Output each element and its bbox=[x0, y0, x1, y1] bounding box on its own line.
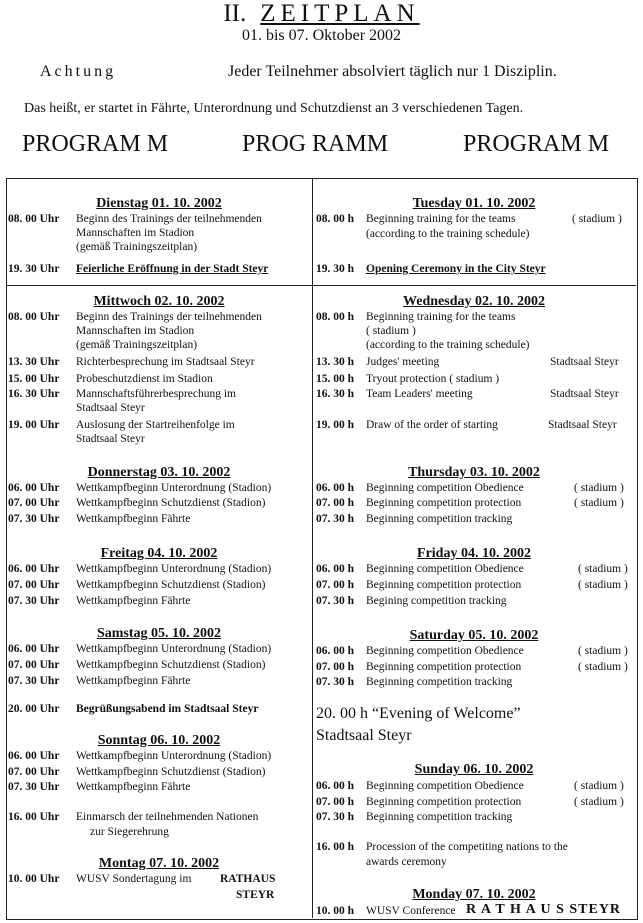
time: 06. 00 h bbox=[316, 645, 355, 657]
achtung-text: Jeder Teilnehmer absolviert täglich nur 1 Disziplin. bbox=[228, 63, 557, 80]
event-text: Tryout protection ( stadium ) bbox=[366, 373, 500, 385]
event-location: Stadtsaal Steyr bbox=[550, 388, 619, 400]
event-location: Stadtsaal Steyr bbox=[316, 727, 412, 744]
section-number: II. bbox=[223, 0, 247, 27]
event-text: Beginning competition protection bbox=[366, 579, 522, 591]
day-heading-de: Montag 07. 10. 2002 bbox=[98, 856, 220, 871]
time: 07. 30 h bbox=[316, 811, 355, 823]
day-heading-de: Freitag 04. 10. 2002 bbox=[100, 546, 218, 561]
time: 07. 30 h bbox=[316, 595, 355, 607]
day-heading-de: Mittwoch 02. 10. 2002 bbox=[93, 294, 225, 309]
event-location: ( stadium ) bbox=[578, 563, 628, 575]
event-text: Wettkampfbeginn Schutzdienst (Stadion) bbox=[76, 659, 266, 671]
day-heading-de: Sonntag 06. 10. 2002 bbox=[97, 733, 221, 748]
event-location: ( stadium ) bbox=[574, 482, 624, 494]
event-text: STEYR bbox=[236, 889, 275, 901]
event-text: Beginning competition Obedience bbox=[366, 780, 524, 792]
event-text: Probeschutzdienst im Stadion bbox=[76, 373, 213, 385]
time: 07. 30 Uhr bbox=[8, 595, 60, 607]
event-text: Wettkampfbeginn Schutzdienst (Stadion) bbox=[76, 579, 266, 591]
event-text: Opening Ceremony in the City Steyr bbox=[366, 263, 546, 275]
event-text: Beginn des Trainings der teilnehmenden bbox=[76, 311, 262, 323]
event-text: (according to the training schedule) bbox=[366, 339, 530, 351]
day-heading-de: Dienstag 01. 10. 2002 bbox=[96, 196, 222, 211]
event-text: Beginning competition Obedience bbox=[366, 482, 524, 494]
time: 15. 00 Uhr bbox=[8, 373, 60, 385]
time: 15. 00 h bbox=[316, 373, 355, 385]
day-heading-en: Monday 07. 10. 2002 bbox=[412, 887, 536, 902]
event-location: Stadtsaal Steyr bbox=[550, 356, 619, 368]
event-text: Team Leaders' meeting bbox=[366, 388, 473, 400]
event-text: Beginn des Trainings der teilnehmenden bbox=[76, 213, 262, 225]
time: 16. 30 h bbox=[316, 388, 355, 400]
time: 07. 00 Uhr bbox=[8, 766, 60, 778]
event-text: Wettkampfbeginn Schutzdienst (Stadion) bbox=[76, 766, 266, 778]
program-heading-2: PROG RAMM bbox=[242, 131, 389, 157]
event-text: Beginning training for the teams bbox=[366, 311, 516, 323]
time: 06. 00 h bbox=[316, 482, 355, 494]
event-location: ( stadium ) bbox=[578, 645, 628, 657]
time: 07. 30 Uhr bbox=[8, 675, 60, 687]
event-text: Auslosung der Startreihenfolge im bbox=[76, 419, 235, 431]
time: 06. 00 h bbox=[316, 563, 355, 575]
explanation-text: Das heißt, er startet in Fährte, Unterordnung und Schutzdienst an 3 verschiedenen Tagen. bbox=[24, 101, 524, 116]
day-heading-en: Sunday 06. 10. 2002 bbox=[414, 762, 534, 777]
event-text: Beginning competition Obedience bbox=[366, 563, 524, 575]
day-heading-en: Saturday 05. 10. 2002 bbox=[409, 628, 539, 643]
event-text: Wettkampfbeginn Schutzdienst (Stadion) bbox=[76, 497, 266, 509]
time: 07. 30 h bbox=[316, 676, 355, 688]
time: 07. 00 Uhr bbox=[8, 659, 60, 671]
time: 07. 00 h bbox=[316, 796, 355, 808]
event-text: Wettkampfbeginn Unterordnung (Stadion) bbox=[76, 643, 272, 655]
time: 19. 30 h bbox=[316, 263, 355, 275]
page-title bbox=[0, 0, 643, 28]
event-text: (gemäß Trainingszeitplan) bbox=[76, 241, 198, 253]
time: 06. 00 Uhr bbox=[8, 482, 60, 494]
event-text: Beginning competition protection bbox=[366, 796, 522, 808]
event-text: Procession of the competiting nations to the bbox=[366, 841, 568, 853]
event-text: (according to the training schedule) bbox=[366, 228, 530, 240]
row-divider bbox=[6, 285, 312, 286]
event-text: Beginning competition protection bbox=[366, 661, 522, 673]
event-text: WUSV Sondertagung im bbox=[76, 873, 192, 885]
time: 13. 30 h bbox=[316, 356, 355, 368]
event-text: Beginning training for the teams bbox=[366, 213, 516, 225]
time: 06. 00 h bbox=[316, 780, 355, 792]
event-text: Einmarsch der teilnehmenden Nationen bbox=[76, 811, 259, 823]
time: 07. 00 h bbox=[316, 579, 355, 591]
event-location: Stadtsaal Steyr bbox=[548, 419, 617, 431]
event-text: Beginning competition Obedience bbox=[366, 645, 524, 657]
time: 16. 00 Uhr bbox=[8, 811, 60, 823]
event-location: ( stadium ) bbox=[572, 213, 622, 225]
event-text: Beginning competition tracking bbox=[366, 676, 513, 688]
event-text: Wettkampfbeginn Fährte bbox=[76, 595, 191, 607]
event-location: R A T H A U S STEYR bbox=[466, 902, 622, 917]
time: 06. 00 Uhr bbox=[8, 643, 60, 655]
time: 08. 00 h bbox=[316, 311, 355, 323]
time: 06. 00 Uhr bbox=[8, 750, 60, 762]
day-heading-en: Wednesday 02. 10. 2002 bbox=[403, 294, 545, 309]
event-text: RATHAUS bbox=[220, 873, 276, 885]
time: 07. 00 Uhr bbox=[8, 497, 60, 509]
event-text: Mannschaftsführerbesprechung im bbox=[76, 388, 236, 400]
day-heading-en: Tuesday 01. 10. 2002 bbox=[412, 196, 536, 211]
time: 19. 30 Uhr bbox=[8, 263, 60, 275]
event-text: Wettkampfbeginn Unterordnung (Stadion) bbox=[76, 563, 272, 575]
event-text: ( stadium ) bbox=[366, 325, 416, 337]
time: 07. 00 h bbox=[316, 497, 355, 509]
event-location: ( stadium ) bbox=[578, 661, 628, 673]
event-text: Draw of the order of starting bbox=[366, 419, 498, 431]
event-text: Begrüßungsabend im Stadtsaal Steyr bbox=[76, 703, 259, 715]
section-title: ZEITPLAN bbox=[260, 0, 420, 27]
event-text: Stadtsaal Steyr bbox=[76, 433, 145, 445]
event-text: Richterbesprechung im Stadtsaal Steyr bbox=[76, 356, 255, 368]
time: 07. 30 Uhr bbox=[8, 513, 60, 525]
time: 08. 00 Uhr bbox=[8, 311, 60, 323]
event-text: Feierliche Eröffnung in der Stadt Steyr bbox=[76, 263, 269, 275]
day-heading-de: Donnerstag 03. 10. 2002 bbox=[87, 465, 231, 480]
time: 16. 00 h bbox=[316, 841, 355, 853]
event-location: ( stadium ) bbox=[574, 497, 624, 509]
time: 07. 30 Uhr bbox=[8, 781, 60, 793]
time: 10. 00 h bbox=[316, 905, 355, 917]
event-location: ( stadium ) bbox=[574, 796, 624, 808]
time: 19. 00 h bbox=[316, 419, 355, 431]
event-location: ( stadium ) bbox=[574, 780, 624, 792]
day-heading-de: Samstag 05. 10. 2002 bbox=[96, 626, 222, 641]
event-location: ( stadium ) bbox=[578, 579, 628, 591]
program-heading-1: PROGRAM M bbox=[22, 131, 169, 157]
event-text: zur Siegerehrung bbox=[90, 826, 169, 838]
event-text: Beginning competition tracking bbox=[366, 811, 513, 823]
time: 08. 00 Uhr bbox=[8, 213, 60, 225]
event-text: Mannschaften im Stadion bbox=[76, 325, 195, 337]
event-text: Wettkampfbeginn Unterordnung (Stadion) bbox=[76, 482, 272, 494]
time: 20. 00 Uhr bbox=[8, 703, 60, 715]
event-text: Beginning competition protection bbox=[366, 497, 522, 509]
time: 07. 00 Uhr bbox=[8, 579, 60, 591]
event-text: Judges' meeting bbox=[366, 356, 440, 368]
day-heading-en: Thursday 03. 10. 2002 bbox=[408, 465, 540, 480]
time: 19. 00 Uhr bbox=[8, 419, 60, 431]
time: 07. 30 h bbox=[316, 513, 355, 525]
row-divider bbox=[312, 285, 636, 286]
event-text: Wettkampfbeginn Fährte bbox=[76, 675, 191, 687]
event-text: Stadtsaal Steyr bbox=[76, 402, 145, 414]
time: 13. 30 Uhr bbox=[8, 356, 60, 368]
event-text: Begining competition tracking bbox=[366, 595, 507, 607]
achtung-label: Achtung bbox=[40, 63, 117, 80]
time: 10. 00 Uhr bbox=[8, 873, 60, 885]
time: 08. 00 h bbox=[316, 213, 355, 225]
event-text: (gemäß Trainingszeitplan) bbox=[76, 339, 198, 351]
program-heading-3: PROGRAM M bbox=[463, 131, 610, 157]
event-text: Beginning competition tracking bbox=[366, 513, 513, 525]
time: 06. 00 Uhr bbox=[8, 563, 60, 575]
event-text: Mannschaften im Stadion bbox=[76, 227, 195, 239]
event-text: awards ceremony bbox=[366, 856, 447, 868]
time: 16. 30 Uhr bbox=[8, 388, 60, 400]
event-text: Wettkampfbeginn Unterordnung (Stadion) bbox=[76, 750, 272, 762]
date-range: 01. bis 07. Oktober 2002 bbox=[241, 27, 402, 44]
time: 07. 00 h bbox=[316, 661, 355, 673]
day-heading-en: Friday 04. 10. 2002 bbox=[417, 546, 531, 561]
event-text: WUSV Conference bbox=[366, 905, 456, 917]
event-text: Wettkampfbeginn Fährte bbox=[76, 513, 191, 525]
event-text: 20. 00 h “Evening of Welcome” bbox=[316, 705, 521, 722]
event-text: Wettkampfbeginn Fährte bbox=[76, 781, 191, 793]
